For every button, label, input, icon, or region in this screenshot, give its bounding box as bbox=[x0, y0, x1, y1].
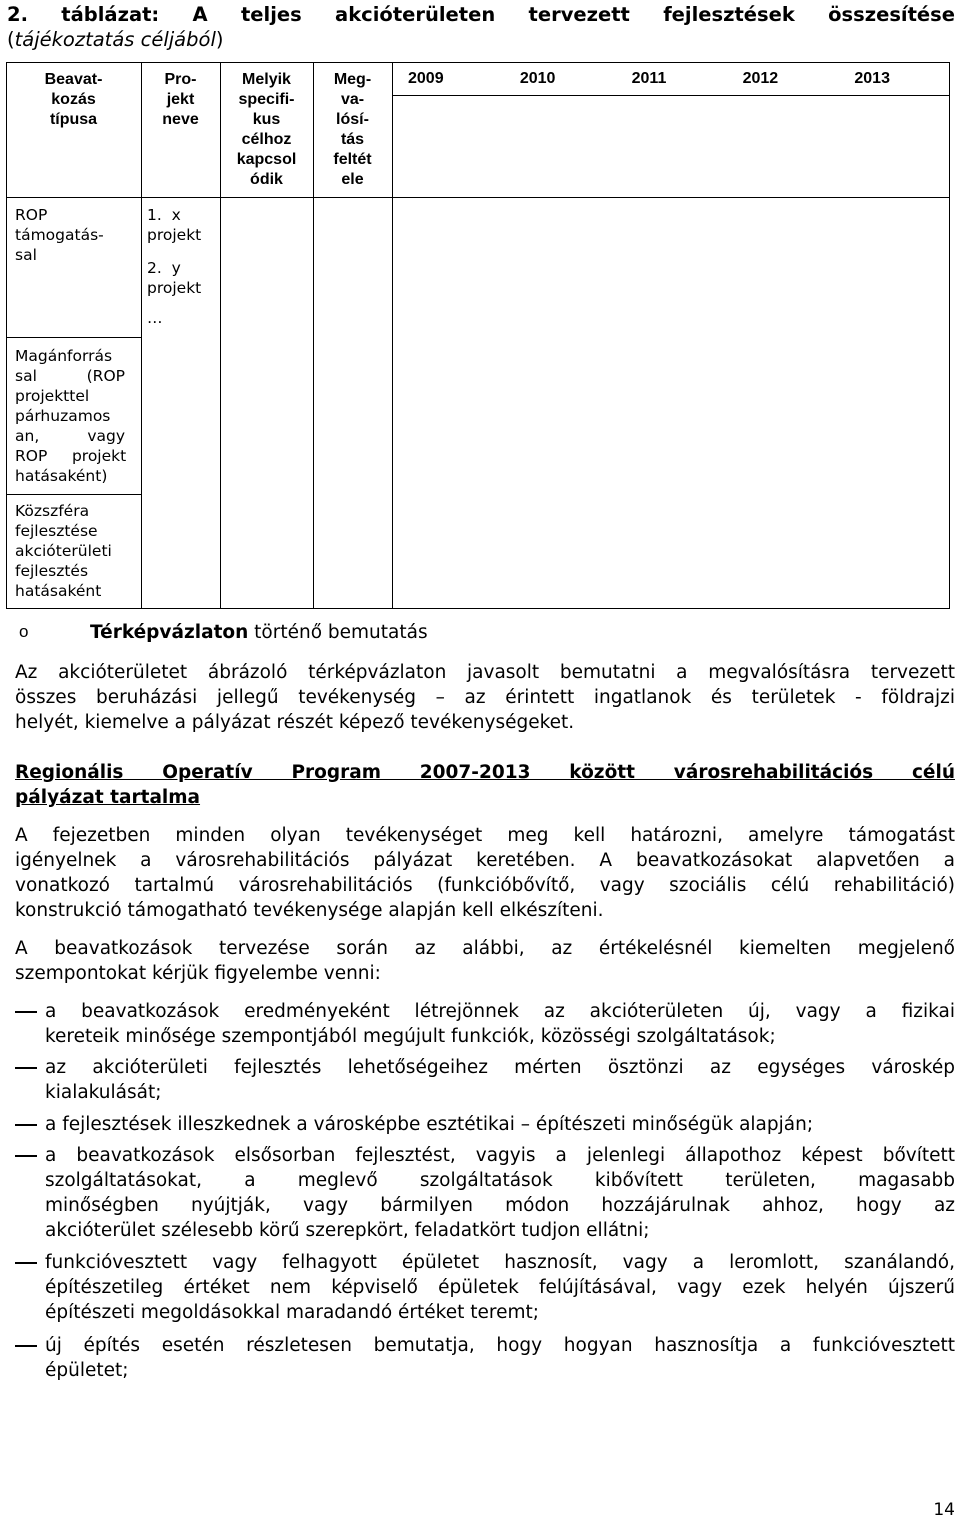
dash-bullet-icon bbox=[15, 1011, 37, 1013]
dash-bullet-icon bbox=[15, 1345, 37, 1347]
chapter-paragraph: A fejezetben minden olyan tevékenységet meg kell határozni, amelyre támogatást igényelnek a városrehabilitációs pályázat keretében. A beavatkozásokat alapvetően a vonatkozó tartalmú városrehabilitációs (funkcióbővítő, vagy szociális célú rehabilitáció) konstrukció támogatható tevékenysége alapján kell elkészíteni. bbox=[15, 825, 955, 921]
map-subheading: Térképvázlaton történő bemutatás bbox=[90, 622, 428, 643]
header-intervention-type: Beavat- kozás típusa bbox=[44, 71, 103, 128]
dash-bullet-icon bbox=[15, 1067, 37, 1069]
header-project-name: Pro- jekt neve bbox=[162, 71, 199, 128]
header-objective: Melyik specifi- kus célhoz kapcsol ódik bbox=[236, 71, 297, 188]
page-number: 14 bbox=[933, 1500, 955, 1520]
table-caption-note: (tájékoztatás céljából) bbox=[7, 28, 224, 51]
row-rop-projects: 1. x projekt 2. y projekt … bbox=[147, 206, 202, 327]
dash-bullet-icon bbox=[15, 1155, 37, 1157]
map-paragraph: Az akcióterületet ábrázoló térképvázlaton javasolt bemutatni a megvalósításra tervezett összes beruházási jellegű tevékenység – az érintett ingatlanok és területek - földrajzi helyét, kiemelve a pályázat részét képező tevékenységeket. bbox=[15, 662, 955, 733]
criteria-intro: A beavatkozások tervezése során az alábbi, az értékelésnél kiemelten megjelenő szempontokat kérjük figyelembe venni: bbox=[15, 938, 955, 984]
bullet-circle-icon: o bbox=[19, 622, 29, 641]
year-2009: 2009 bbox=[408, 70, 444, 87]
header-years bbox=[408, 70, 890, 88]
table-caption: 2. táblázat: A teljes akcióterületen tervezett fejlesztések összesítése bbox=[7, 3, 955, 26]
row-rop-type: ROP támogatás- sal bbox=[15, 206, 104, 264]
year-2011: 2011 bbox=[631, 70, 667, 87]
year-2012: 2012 bbox=[742, 70, 779, 87]
header-condition: Meg- va- lósí- tás feltét ele bbox=[333, 71, 372, 188]
dash-bullet-icon bbox=[15, 1262, 37, 1264]
dash-bullet-icon bbox=[15, 1124, 37, 1126]
year-2010: 2010 bbox=[519, 70, 556, 87]
year-2013: 2013 bbox=[854, 70, 890, 87]
row-private-type: Magánforrás sal (ROP projekttel párhuzamos an, vagy ROP projekt hatásaként) bbox=[15, 347, 127, 485]
row-public-type: Közszféra fejlesztése akcióterületi fejlesztés hatásaként bbox=[15, 502, 112, 600]
section-heading: Regionális Operatív Program 2007-2013 között városrehabilitációs célú pályázat tartalma bbox=[15, 762, 955, 808]
